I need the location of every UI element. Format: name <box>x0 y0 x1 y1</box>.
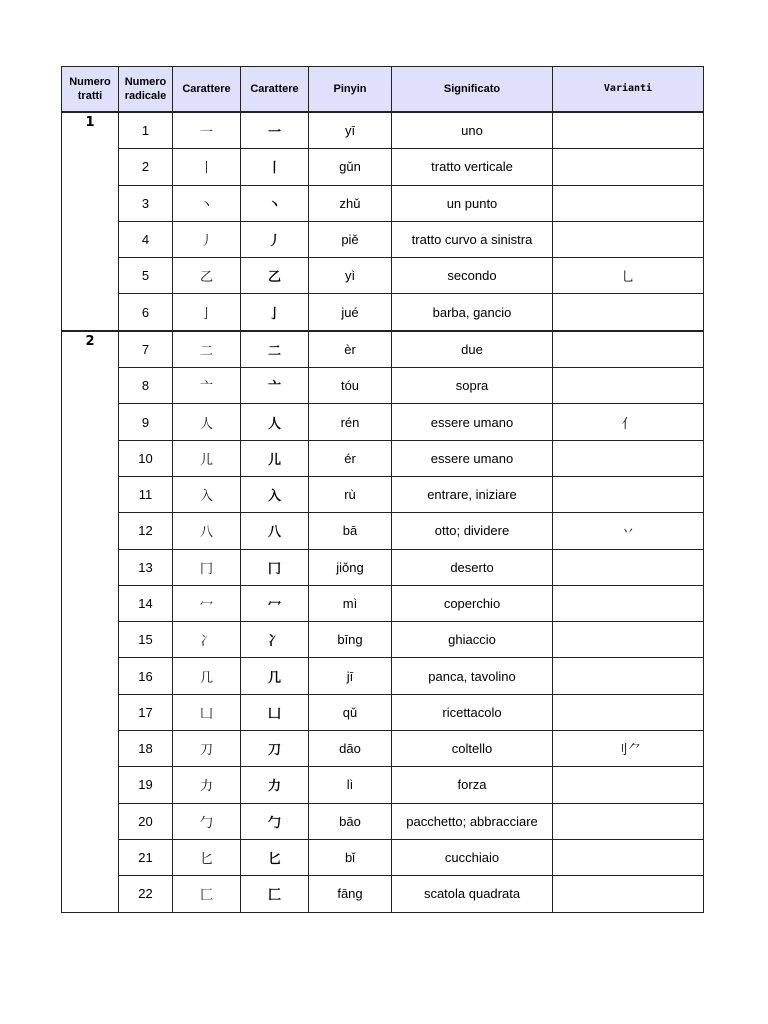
radical-number: 7 <box>119 331 173 368</box>
radical-meaning: un punto <box>392 185 553 221</box>
table-row <box>62 368 704 404</box>
radical-character-bold: 丿 <box>241 221 309 257</box>
radical-number: 13 <box>119 549 173 585</box>
radical-meaning: ricettacolo <box>392 694 553 730</box>
radical-pinyin: dāo <box>309 731 392 767</box>
radical-character: 乙 <box>173 258 241 294</box>
table-row <box>62 513 704 549</box>
radical-character-bold: 勹 <box>241 803 309 839</box>
radical-variant <box>553 476 704 512</box>
radical-pinyin: yì <box>309 258 392 294</box>
radical-pinyin: bǐ <box>309 839 392 875</box>
header-character: Carattere <box>173 67 241 113</box>
radical-character-bold: 八 <box>241 513 309 549</box>
radical-pinyin: bīng <box>309 622 392 658</box>
table-row <box>62 622 704 658</box>
stroke-count: 2 <box>62 331 119 912</box>
radical-pinyin: èr <box>309 331 392 368</box>
radical-character-bold: 刀 <box>241 731 309 767</box>
radical-variant: 丷 <box>553 513 704 549</box>
radical-number: 9 <box>119 404 173 440</box>
radical-character: 几 <box>173 658 241 694</box>
radical-character-bold: 入 <box>241 476 309 512</box>
radical-number: 21 <box>119 839 173 875</box>
table-row <box>62 585 704 621</box>
radical-number: 16 <box>119 658 173 694</box>
radical-character: 一 <box>173 112 241 149</box>
radical-character: 刀 <box>173 731 241 767</box>
radical-pinyin: tóu <box>309 368 392 404</box>
radical-meaning: pacchetto; abbracciare <box>392 803 553 839</box>
table-body <box>62 112 704 912</box>
radical-meaning: uno <box>392 112 553 149</box>
table-row <box>62 331 704 368</box>
radical-meaning: tratto verticale <box>392 149 553 185</box>
radical-number: 8 <box>119 368 173 404</box>
radical-variant <box>553 331 704 368</box>
radical-character: 入 <box>173 476 241 512</box>
radical-number: 5 <box>119 258 173 294</box>
radical-variant <box>553 839 704 875</box>
radical-variant <box>553 694 704 730</box>
radical-meaning: coperchio <box>392 585 553 621</box>
radical-meaning: ghiaccio <box>392 622 553 658</box>
radical-variant: 乚 <box>553 258 704 294</box>
radical-number: 17 <box>119 694 173 730</box>
header-character-bold: Carattere <box>241 67 309 113</box>
table-row <box>62 549 704 585</box>
radical-pinyin: jī <box>309 658 392 694</box>
header-strokes: Numero tratti <box>62 67 119 113</box>
radical-character: 力 <box>173 767 241 803</box>
radical-character: 八 <box>173 513 241 549</box>
radical-character: 丿 <box>173 221 241 257</box>
radical-variant <box>553 149 704 185</box>
radical-meaning: scatola quadrata <box>392 876 553 912</box>
table-row <box>62 185 704 221</box>
radical-character: 匕 <box>173 839 241 875</box>
radical-meaning: forza <box>392 767 553 803</box>
radical-character: 冫 <box>173 622 241 658</box>
radical-number: 4 <box>119 221 173 257</box>
radical-variant <box>553 440 704 476</box>
radical-meaning: essere umano <box>392 404 553 440</box>
radical-character-bold: 冫 <box>241 622 309 658</box>
radical-meaning: coltello <box>392 731 553 767</box>
radical-number: 3 <box>119 185 173 221</box>
table-row <box>62 112 704 149</box>
header-radical-number: Numero radicale <box>119 67 173 113</box>
table-row <box>62 221 704 257</box>
radical-character: 凵 <box>173 694 241 730</box>
radical-pinyin: bā <box>309 513 392 549</box>
radical-variant <box>553 549 704 585</box>
radical-meaning: barba, gancio <box>392 294 553 331</box>
radical-number: 1 <box>119 112 173 149</box>
radical-number: 18 <box>119 731 173 767</box>
radical-character: 冂 <box>173 549 241 585</box>
radical-character-bold: 亅 <box>241 294 309 331</box>
table-row <box>62 694 704 730</box>
radical-pinyin: rù <box>309 476 392 512</box>
table-header <box>62 67 704 113</box>
radical-pinyin: rén <box>309 404 392 440</box>
radical-pinyin: piě <box>309 221 392 257</box>
radical-character: 匚 <box>173 876 241 912</box>
radical-number: 14 <box>119 585 173 621</box>
radical-number: 20 <box>119 803 173 839</box>
radical-variant: 刂⺈ <box>553 731 704 767</box>
radical-meaning: sopra <box>392 368 553 404</box>
radical-meaning: panca, tavolino <box>392 658 553 694</box>
radical-variant <box>553 294 704 331</box>
radical-character: 勹 <box>173 803 241 839</box>
radical-variant <box>553 767 704 803</box>
radical-meaning: tratto curvo a sinistra <box>392 221 553 257</box>
radical-variant <box>553 368 704 404</box>
radical-character: 冖 <box>173 585 241 621</box>
table-row <box>62 258 704 294</box>
radical-pinyin: yī <box>309 112 392 149</box>
radical-number: 12 <box>119 513 173 549</box>
radical-character-bold: 丶 <box>241 185 309 221</box>
radical-character-bold: 力 <box>241 767 309 803</box>
radical-meaning: due <box>392 331 553 368</box>
radical-character: 儿 <box>173 440 241 476</box>
radical-pinyin: lì <box>309 767 392 803</box>
radical-pinyin: gǔn <box>309 149 392 185</box>
table-row <box>62 294 704 331</box>
radical-meaning: deserto <box>392 549 553 585</box>
table-row <box>62 658 704 694</box>
radical-character-bold: 匚 <box>241 876 309 912</box>
table-row <box>62 731 704 767</box>
radical-variant <box>553 622 704 658</box>
header-pinyin: Pinyin <box>309 67 392 113</box>
radical-character-bold: 二 <box>241 331 309 368</box>
radical-character-bold: 匕 <box>241 839 309 875</box>
radical-character-bold: 人 <box>241 404 309 440</box>
radical-character: 二 <box>173 331 241 368</box>
radical-variant <box>553 876 704 912</box>
radical-character-bold: 乙 <box>241 258 309 294</box>
radical-pinyin: qǔ <box>309 694 392 730</box>
header-variants: Varianti <box>553 67 704 113</box>
radical-pinyin: fāng <box>309 876 392 912</box>
radical-character-bold: 凵 <box>241 694 309 730</box>
radical-variant <box>553 112 704 149</box>
table-row <box>62 404 704 440</box>
radical-variant <box>553 803 704 839</box>
radical-meaning: entrare, iniziare <box>392 476 553 512</box>
radical-character: 丶 <box>173 185 241 221</box>
radical-number: 11 <box>119 476 173 512</box>
radical-character: 亠 <box>173 368 241 404</box>
radical-character-bold: 丨 <box>241 149 309 185</box>
radical-number: 19 <box>119 767 173 803</box>
header-meaning: Significato <box>392 67 553 113</box>
radical-character-bold: 儿 <box>241 440 309 476</box>
table-row <box>62 440 704 476</box>
radical-variant <box>553 658 704 694</box>
radical-character: 亅 <box>173 294 241 331</box>
radical-meaning: secondo <box>392 258 553 294</box>
radical-number: 10 <box>119 440 173 476</box>
radical-pinyin: zhǔ <box>309 185 392 221</box>
table-row <box>62 767 704 803</box>
stroke-count: 1 <box>62 112 119 331</box>
radical-character-bold: 几 <box>241 658 309 694</box>
radicals-table <box>61 66 704 913</box>
radical-meaning: essere umano <box>392 440 553 476</box>
table-row <box>62 839 704 875</box>
table-row <box>62 476 704 512</box>
radical-number: 15 <box>119 622 173 658</box>
table-row <box>62 149 704 185</box>
radical-character: 人 <box>173 404 241 440</box>
radical-character-bold: 冂 <box>241 549 309 585</box>
radical-variant <box>553 185 704 221</box>
radical-number: 2 <box>119 149 173 185</box>
radical-variant <box>553 221 704 257</box>
radical-variant <box>553 585 704 621</box>
radical-pinyin: jiǒng <box>309 549 392 585</box>
radical-number: 6 <box>119 294 173 331</box>
radical-variant: 亻 <box>553 404 704 440</box>
radical-pinyin: ér <box>309 440 392 476</box>
table-row <box>62 876 704 912</box>
radical-meaning: otto; dividere <box>392 513 553 549</box>
radical-pinyin: mì <box>309 585 392 621</box>
radical-character-bold: 一 <box>241 112 309 149</box>
radical-pinyin: bāo <box>309 803 392 839</box>
radical-character: 丨 <box>173 149 241 185</box>
table-row <box>62 803 704 839</box>
radical-number: 22 <box>119 876 173 912</box>
radical-meaning: cucchiaio <box>392 839 553 875</box>
radical-pinyin: jué <box>309 294 392 331</box>
radical-character-bold: 冖 <box>241 585 309 621</box>
radical-character-bold: 亠 <box>241 368 309 404</box>
